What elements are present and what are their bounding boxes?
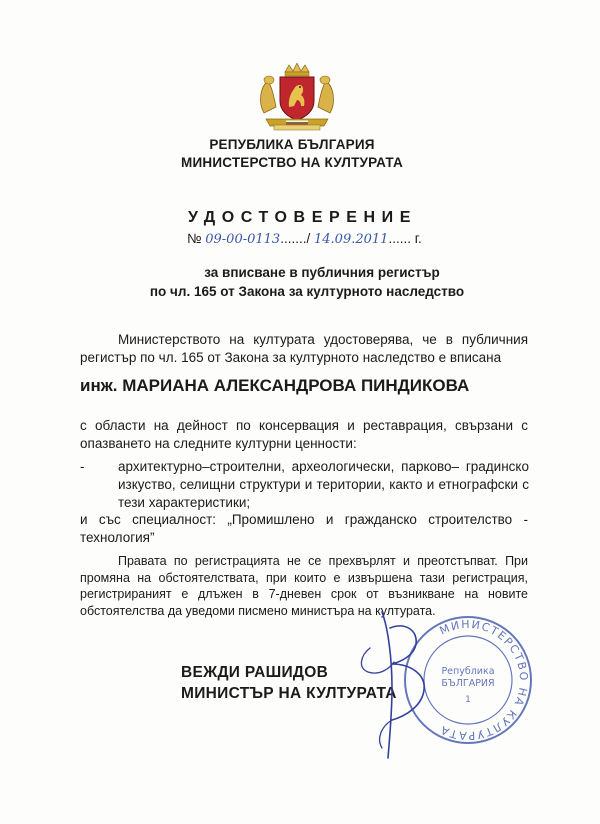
number-prefix: № (187, 231, 202, 246)
minister-title: МИНИСТЪР НА КУЛТУРАТА (181, 685, 397, 702)
subtitle-line-1: за вписване в публичния регистър (204, 265, 440, 280)
specialty-paragraph: и със специалност: „Промишлено и гражданско строителство - технология” (80, 512, 528, 545)
bullet-item: архитектурно–строителни, археологически, парково– градинско изкуство, селищни структури и територии, както и етнографски с тези характеристики; (118, 459, 529, 510)
registered-person: инж. МАРИАНА АЛЕКСАНДРОВА ПИНДИКОВА (80, 376, 470, 395)
coat-of-arms-icon (256, 63, 338, 133)
year-suffix: г. (414, 231, 422, 246)
republic-heading: РЕПУБЛИКА БЪЛГАРИЯ (209, 137, 375, 152)
intro-paragraph: Министерството на културата удостоверява, че в публичния регистър по чл. 165 от Закона за културното наследство е вписана (80, 332, 528, 365)
stamp-center-line-1: Република (441, 666, 495, 677)
stamp-center-line-2: БЪЛГАРИЯ (441, 678, 495, 689)
minister-name: ВЕЖДИ РАШИДОВ (181, 664, 329, 681)
ministry-heading: МИНИСТЕРСТВО НА КУЛТУРАТА (181, 155, 403, 170)
handwritten-signature (330, 598, 460, 768)
number-separator: / (306, 231, 311, 246)
rights-note: Правата по регистрацията не се прехвърлят и преотстъпват. При промяна на обстоятелствата, при които е извършена тази регистрация, регистрираният е длъжен в 7-дневен срок от възникване на новите обстоятелства да уведоми писмено министъра на културата. (80, 554, 528, 618)
document-title: УДОСТОВЕРЕНИЕ (188, 209, 418, 226)
bullet-dash: - (80, 459, 85, 474)
subtitle-line-2: по чл. 165 от Закона за културното наследство (149, 284, 465, 299)
handwritten-date: 14.09.2011 (314, 232, 389, 247)
fields-paragraph: с области на дейност по консервация и реставрация, свързани с опазването на следните културни ценности: (80, 418, 528, 451)
stamp-number: 1 (465, 695, 471, 705)
certificate-number-line: № 09-00-0113......./ 14.09.2011...... г. (187, 231, 422, 247)
stamp-ring-text: МИНИСТЕРСТВО НА КУЛТУРАТА (437, 617, 531, 743)
handwritten-number: 09-00-0113 (205, 232, 281, 247)
